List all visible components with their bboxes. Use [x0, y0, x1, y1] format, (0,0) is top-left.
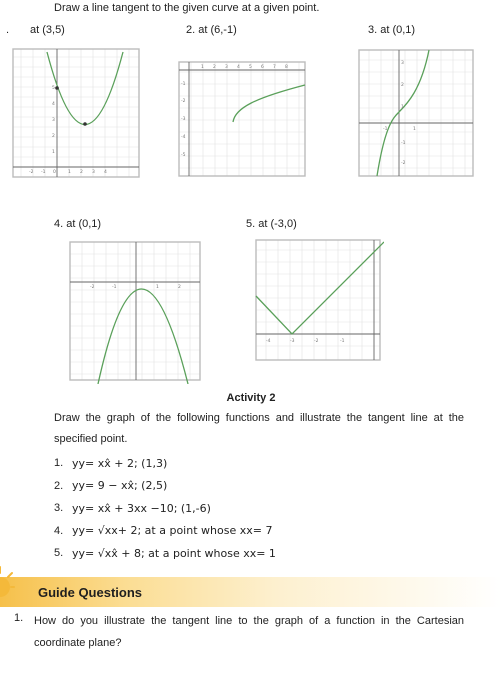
graph-2-curve [233, 85, 305, 122]
g4-xtick: -2 [90, 285, 95, 290]
problem-1-label: at (3,5) [30, 24, 65, 36]
graph-3-cubic [355, 46, 477, 180]
g1-xtick: -2 [29, 170, 34, 175]
graph-4-curve [98, 289, 188, 384]
activity-items [54, 452, 276, 565]
problem-5-label: 5. at (-3,0) [246, 218, 297, 230]
g1-ytick: 3 [52, 118, 55, 123]
instruction-line: Draw a line tangent to the given curve at a given point. [54, 2, 320, 14]
item-equation: yy= xx̂ + 2; (1,3) [72, 456, 168, 470]
g2-ytick: -3 [181, 117, 186, 122]
item-number: 1. [54, 457, 64, 470]
graph-3-curve [377, 50, 429, 176]
g2-xtick: 7 [273, 65, 276, 70]
g5-xtick: -3 [290, 339, 295, 344]
sun-icon [0, 563, 20, 607]
problem-4-label: 4. at (0,1) [54, 218, 102, 230]
g1-xtick: 4 [104, 170, 107, 175]
graph-2-sqrt [175, 58, 309, 180]
g5-xtick: -4 [266, 339, 271, 344]
g4-xtick: 2 [178, 285, 181, 290]
g5-xtick: -2 [314, 339, 319, 344]
g2-ytick: -4 [181, 135, 186, 140]
item-equation: yy= xx̂ + 3xx −10; (1,-6) [72, 501, 211, 515]
item-number: 2. [54, 479, 64, 492]
g2-xtick: 2 [213, 65, 216, 70]
g3-ytick: 3 [401, 61, 404, 66]
item-number: 3. [54, 502, 64, 515]
g1-xtick: 0 [53, 170, 56, 175]
guide-question-number: 1. [14, 612, 24, 624]
g3-ytick: -2 [401, 161, 406, 166]
item-equation: yy= 9 − xx̂; (2,5) [72, 479, 168, 493]
g1-ytick: 4 [52, 102, 55, 107]
g2-xtick: 1 [201, 65, 204, 70]
problem-2-label: 2. at (6,-1) [186, 24, 237, 36]
g2-xtick: 5 [249, 65, 252, 70]
graph-1-vertex [83, 122, 87, 126]
g1-ytick: 5 [52, 86, 55, 91]
g3-ytick: 1 [401, 105, 404, 110]
graph-4-parabola [66, 238, 204, 384]
g1-xtick: -1 [41, 170, 46, 175]
g2-xtick: 3 [225, 65, 228, 70]
list-item [54, 452, 276, 475]
list-item [54, 497, 276, 520]
item-number: 5. [54, 547, 64, 560]
item-equation: yy= √xx+ 2; at a point whose xx= 7 [72, 524, 273, 538]
g2-ytick: -2 [181, 99, 186, 104]
list-item [54, 520, 276, 543]
graph-5-curve [256, 242, 384, 334]
guide-question-text: How do you illustrate the tangent line to the graph of a function in the Cartesian coordinate plane? [34, 615, 464, 649]
graph-1-point [55, 86, 59, 90]
g2-xtick: 4 [237, 65, 240, 70]
g3-ytick: 2 [401, 83, 404, 88]
guide-heading: Guide Questions [38, 585, 143, 600]
g5-xtick: -1 [340, 339, 345, 344]
problem-3-label: 3. at (0,1) [368, 24, 416, 36]
graph-1-parabola [9, 45, 143, 182]
g3-xtick: -1 [383, 127, 388, 132]
activity-instructions: Draw the graph of the following functions and illustrate the tangent line at the specified point. [54, 412, 464, 445]
g1-ytick: 2 [52, 134, 55, 139]
g2-ytick: -5 [181, 153, 186, 158]
g3-ytick: -1 [401, 141, 406, 146]
graph-1-grid [13, 49, 139, 177]
g4-xtick: -1 [112, 285, 117, 290]
g1-xtick: 3 [92, 170, 95, 175]
g2-xtick: 6 [261, 65, 264, 70]
g2-xtick: 8 [285, 65, 288, 70]
g1-xtick: 1 [68, 170, 71, 175]
item-equation: yy= √xx̂ + 8; at a point whose xx= 1 [72, 546, 276, 560]
item-number: 4. [54, 524, 64, 537]
graph-5-absolute-value [252, 236, 384, 364]
list-item [54, 542, 276, 565]
activity-title: Activity 2 [226, 392, 276, 404]
list-item [54, 475, 276, 498]
g3-xtick: 1 [413, 127, 416, 132]
g4-xtick: 1 [156, 285, 159, 290]
g1-ytick: 1 [52, 150, 55, 155]
left-marker: . [6, 24, 10, 36]
g1-xtick: 2 [80, 170, 83, 175]
g2-ytick: -1 [181, 82, 186, 87]
